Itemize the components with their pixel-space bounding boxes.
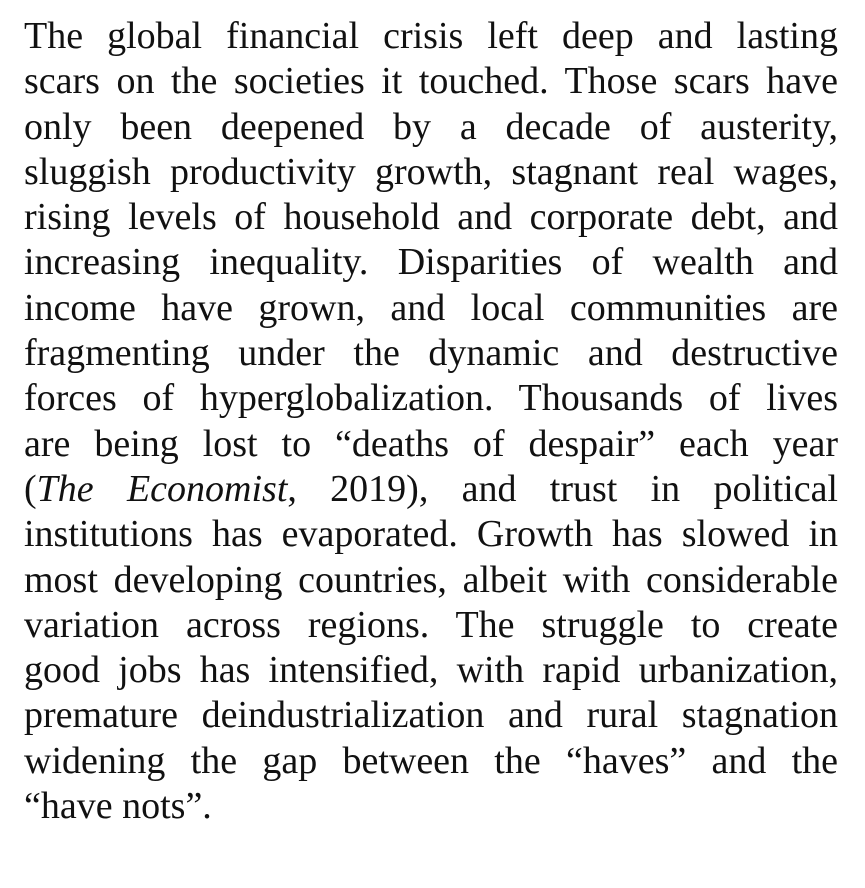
paragraph-line: income have grown, and local communities are	[24, 286, 838, 329]
paragraph-line: widening the gap between the “haves” and the	[24, 739, 838, 782]
citation-open-paren: (	[24, 467, 37, 510]
paragraph-line: forces of hyperglobalization. Thousands of lives	[24, 377, 838, 420]
paragraph-line: scars on the societies it touched. Those scars have	[24, 60, 838, 103]
paragraph-line: premature deindustrialization and rural stagnation	[24, 694, 838, 737]
paragraph-line-final: “have nots”.	[24, 785, 212, 828]
citation-source: The Economist	[36, 467, 288, 510]
paragraph-line-citation	[24, 467, 838, 512]
paragraph-line: good jobs has intensified, with rapid urbanization,	[24, 649, 838, 692]
citation-rest: , 2019), and trust in political	[287, 467, 838, 510]
paragraph-line: increasing inequality. Disparities of wealth and	[24, 241, 838, 284]
paragraph-line: fragmenting under the dynamic and destructive	[24, 332, 838, 375]
paragraph-line: only been deepened by a decade of austerity,	[24, 105, 838, 148]
paragraph-line: variation across regions. The struggle to create	[24, 603, 838, 646]
paragraph-line: The global financial crisis left deep and lasting	[24, 15, 838, 57]
paragraph-line: institutions has evaporated. Growth has slowed in	[24, 513, 838, 556]
paragraph-line: sluggish productivity growth, stagnant real wages,	[24, 150, 838, 193]
body-paragraph	[24, 14, 838, 829]
paragraph-line: are being lost to “deaths of despair” each year	[24, 422, 838, 465]
text-page	[24, 14, 838, 829]
paragraph-line: rising levels of household and corporate debt, and	[24, 196, 838, 239]
paragraph-line: most developing countries, albeit with considerable	[24, 558, 838, 601]
